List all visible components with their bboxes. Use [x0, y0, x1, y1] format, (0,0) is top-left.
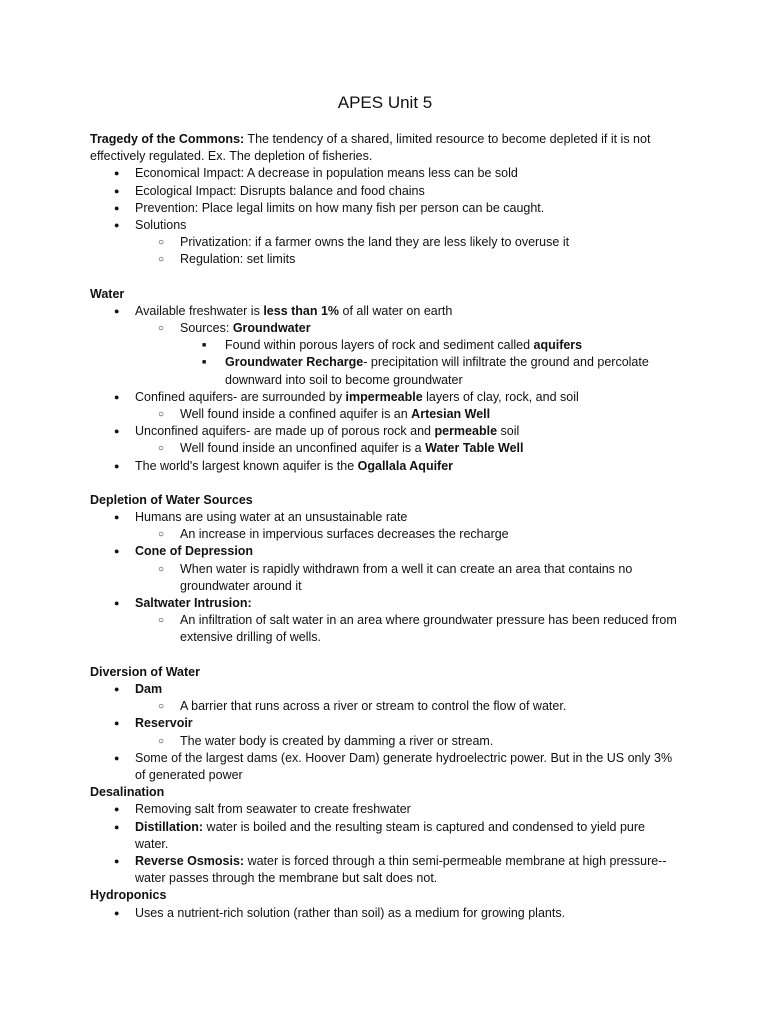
bullet-icon: ● — [114, 683, 120, 694]
circle-bullet-icon: ○ — [158, 237, 165, 249]
circle-bullet-icon: ○ — [158, 701, 165, 713]
bullet-icon: ● — [114, 821, 120, 832]
bullet-icon: ● — [114, 426, 120, 437]
section-heading-desalination: Desalination — [90, 785, 165, 800]
circle-bullet-icon: ○ — [158, 563, 165, 575]
list-item: ● Reservoir — [90, 715, 680, 732]
bullet-icon: ● — [114, 718, 120, 729]
list-item: ○ The water body is created by damming a river or stream. — [90, 733, 680, 750]
section-heading-water: Water — [90, 286, 125, 301]
list-item: ● Some of the largest dams (ex. Hoover Dam) generate hydroelectric power. But in the US only 3% of generated power — [114, 750, 673, 782]
list-item: ● Distillation: water is boiled and the resulting steam is captured and condensed to yield pure water. — [114, 819, 645, 851]
bullet-icon: ● — [114, 512, 120, 523]
section-heading-diversion: Diversion of Water — [90, 664, 200, 679]
list-item: ● Reverse Osmosis: water is forced through a thin semi-permeable membrane at high pressure--water passes through the membrane but salt does not. — [114, 853, 667, 886]
bullet-icon: ● — [114, 220, 120, 231]
list-item: ● Confined aquifers- are surrounded by impermeable layers of clay, rock, and soil — [90, 389, 680, 406]
list-item: ■ Found within porous layers of rock and sediment called aquifers — [90, 337, 680, 354]
bullet-icon: ● — [114, 391, 120, 402]
tragedy-heading: Tragedy of the Commons: — [90, 132, 245, 146]
list-item: ○ Regulation: set limits — [90, 251, 680, 268]
circle-bullet-icon: ○ — [158, 323, 165, 335]
list-item: ● Prevention: Place legal limits on how many fish per person can be caught. — [90, 200, 680, 217]
list-item: ● Solutions — [90, 217, 680, 234]
circle-bullet-icon: ○ — [158, 443, 165, 455]
section-heading-depletion: Depletion of Water Sources — [90, 492, 253, 507]
list-item: ○ Well found inside an unconfined aquifer is a Water Table Well — [90, 440, 680, 457]
list-item: ● Cone of Depression — [90, 543, 680, 560]
tragedy-definition: The tendency of a shared, limited resource to become depleted if it is not effectively regulated. Ex. The depletion of fisheries. — [90, 132, 651, 164]
square-bullet-icon: ■ — [202, 359, 207, 367]
list-item: ● Uses a nutrient-rich solution (rather than soil) as a medium for growing plants. — [90, 905, 680, 922]
list-item: ● Removing salt from seawater to create freshwater — [90, 801, 680, 818]
page-title: APES Unit 5 — [337, 93, 433, 112]
list-item: ○ An increase in impervious surfaces decreases the recharge — [90, 526, 680, 543]
list-item: ○ Well found inside a confined aquifer is an Artesian Well — [90, 406, 680, 423]
document-body — [90, 131, 680, 922]
list-item: ○ An infiltration of salt water in an area where groundwater pressure has been reduced from extensive drilling of wells. — [158, 613, 677, 645]
bullet-icon: ● — [114, 185, 120, 196]
bullet-icon: ● — [114, 804, 120, 815]
list-item: ● Saltwater Intrusion: — [90, 595, 680, 612]
list-item: ● Economical Impact: A decrease in population means less can be sold — [90, 165, 680, 182]
bullet-icon: ● — [114, 202, 120, 213]
list-item: ○ A barrier that runs across a river or stream to control the flow of water. — [90, 698, 680, 715]
list-item: ● Dam — [90, 681, 680, 698]
square-bullet-icon: ■ — [202, 342, 207, 350]
bullet-icon: ● — [114, 546, 120, 557]
circle-bullet-icon: ○ — [158, 254, 165, 266]
bullet-icon: ● — [114, 855, 120, 866]
bullet-icon: ● — [114, 168, 120, 179]
list-item: ○ Sources: Groundwater — [90, 320, 680, 337]
list-item: ● Unconfined aquifers- are made up of porous rock and permeable soil — [90, 423, 680, 440]
list-item: ● Available freshwater is less than 1% of all water on earth — [90, 303, 680, 320]
bullet-icon: ● — [114, 460, 120, 471]
tragedy-paragraph — [90, 131, 680, 165]
circle-bullet-icon: ○ — [158, 409, 165, 421]
circle-bullet-icon: ○ — [158, 735, 165, 747]
bullet-icon: ● — [114, 752, 120, 763]
circle-bullet-icon: ○ — [158, 529, 165, 541]
bullet-icon: ● — [114, 598, 120, 609]
list-item: ○ Privatization: if a farmer owns the land they are less likely to overuse it — [90, 234, 680, 251]
list-item: ● Ecological Impact: Disrupts balance and food chains — [90, 183, 680, 200]
bullet-icon: ● — [114, 305, 120, 316]
circle-bullet-icon: ○ — [158, 615, 165, 627]
list-item: ● The world's largest known aquifer is the Ogallala Aquifer — [90, 458, 680, 475]
list-item: ● Humans are using water at an unsustainable rate — [90, 509, 680, 526]
list-item: ○ When water is rapidly withdrawn from a well it can create an area that contains no groundwater around it — [158, 561, 633, 593]
section-heading-hydroponics: Hydroponics — [90, 888, 167, 903]
list-item: ■ Groundwater Recharge- precipitation will infiltrate the ground and percolate downward into soil to become groundwater — [202, 355, 649, 387]
bullet-icon: ● — [114, 907, 120, 918]
